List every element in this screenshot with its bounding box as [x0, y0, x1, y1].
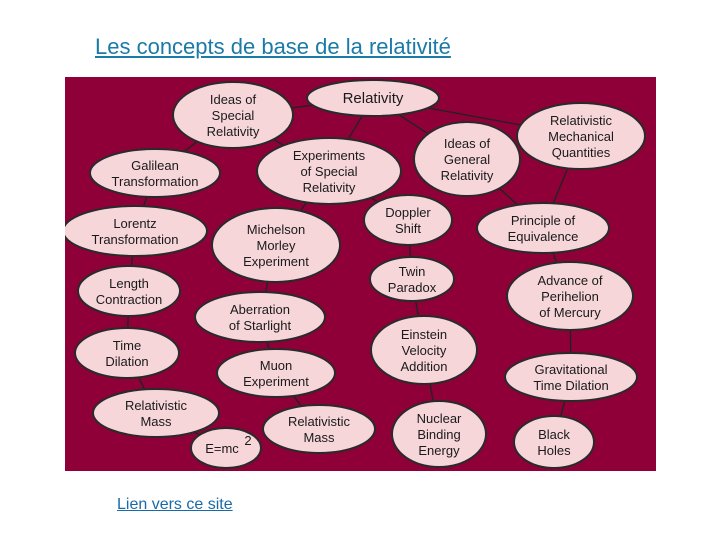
node-label-line: Experiment	[243, 374, 309, 389]
node-aberration	[195, 292, 325, 342]
node-label: E=mc	[205, 441, 239, 456]
node-velocity	[371, 316, 477, 384]
node-label-line: Holes	[537, 443, 571, 458]
node-equivalence	[477, 203, 609, 253]
node-label-line: Addition	[400, 359, 448, 374]
node-shape	[263, 405, 375, 453]
concept-map-panel	[65, 77, 656, 471]
node-shape	[217, 349, 335, 397]
node-label-line: Mechanical	[548, 129, 614, 144]
node-lorentz	[65, 206, 207, 256]
node-label-line: Transformation	[91, 232, 179, 247]
node-label-superscript: 2	[244, 433, 252, 448]
node-label-line: Mass	[140, 414, 172, 429]
node-rel-mass-right	[263, 405, 375, 453]
node-label-line: Mass	[303, 430, 335, 445]
node-shape	[75, 328, 179, 378]
node-twin	[370, 257, 454, 301]
node-label-line: Gravitational	[534, 362, 608, 377]
node-michelson	[212, 208, 340, 282]
node-length	[78, 266, 180, 316]
node-label-line: Binding	[417, 427, 461, 442]
node-label-line: Relativistic	[287, 414, 351, 429]
node-label-line: Twin	[398, 264, 426, 279]
node-shape	[477, 203, 609, 253]
node-ideas-general	[414, 122, 520, 196]
node-muon	[217, 349, 335, 397]
node-label-line: Transformation	[111, 174, 199, 189]
node-label-line: Morley	[256, 238, 296, 253]
node-label-line: Advance of	[537, 273, 603, 288]
node-label-line: Time Dilation	[533, 378, 609, 393]
concept-map	[65, 77, 656, 471]
node-shape	[93, 389, 219, 437]
node-shape	[195, 292, 325, 342]
node-label-line: Equivalence	[507, 229, 579, 244]
node-label-line: Galilean	[131, 158, 179, 173]
node-galilean	[90, 149, 220, 197]
node-shape	[65, 206, 207, 256]
node-label-line: Relativity	[342, 90, 404, 107]
site-link[interactable]: Lien vers ce site	[117, 496, 233, 513]
node-label-line: Energy	[418, 443, 460, 458]
page-title-link[interactable]: Les concepts de base de la relativité	[95, 34, 451, 59]
node-relativistic-mechanical	[517, 103, 645, 169]
node-label-line: of Starlight	[228, 318, 292, 333]
node-ideas-special	[173, 82, 293, 148]
node-rel-mass-left	[93, 389, 219, 437]
node-label-line: Nuclear	[416, 411, 462, 426]
node-label-line: of Mercury	[539, 305, 601, 320]
node-shape	[90, 149, 220, 197]
node-label-line: Paradox	[387, 280, 437, 295]
node-label-line: Perihelion	[541, 289, 599, 304]
node-label-line: Shift	[394, 221, 422, 236]
node-shape	[514, 416, 594, 468]
node-label-line: Velocity	[401, 343, 447, 358]
node-label-line: of Special	[300, 164, 358, 179]
node-label-line: Aberration	[230, 302, 290, 317]
node-grav-time	[505, 353, 637, 401]
node-label-line: Relativity	[302, 180, 356, 195]
node-shape	[505, 353, 637, 401]
node-emc2	[191, 428, 261, 468]
node-label-line: Length	[109, 276, 149, 291]
nodes-layer	[65, 80, 645, 468]
node-label-line: Experiment	[243, 254, 309, 269]
node-doppler	[364, 195, 452, 245]
node-black-holes	[514, 416, 594, 468]
node-label-line: Michelson	[246, 222, 306, 237]
node-label-line: Principle of	[510, 213, 576, 228]
node-perihelion	[507, 262, 633, 330]
node-label-line: Relativistic	[549, 113, 613, 128]
node-label-line: Experiments	[292, 148, 366, 163]
node-experiments-special	[257, 138, 401, 204]
node-label-line: Special	[211, 108, 255, 123]
node-label-line: General	[443, 152, 491, 167]
node-shape	[78, 266, 180, 316]
node-label-line: Doppler	[385, 205, 431, 220]
node-label-line: Lorentz	[113, 216, 157, 231]
node-label-line: Contraction	[95, 292, 163, 307]
node-label-line: Muon	[259, 358, 293, 373]
node-label-line: Black	[538, 427, 570, 442]
node-label-line: Time	[112, 338, 142, 353]
node-relativity	[307, 80, 439, 116]
node-label-line: Relativity	[440, 168, 494, 183]
node-time-dilation	[75, 328, 179, 378]
node-label-line: Einstein	[400, 327, 448, 342]
node-label-line: Relativistic	[124, 398, 188, 413]
node-label-line: Ideas of	[443, 136, 491, 151]
node-shape	[364, 195, 452, 245]
node-label-line: Relativity	[206, 124, 260, 139]
node-label-line: Ideas of	[209, 92, 257, 107]
node-label-line: Dilation	[105, 354, 149, 369]
node-label-line: Quantities	[551, 145, 611, 160]
node-nuclear	[392, 401, 486, 467]
